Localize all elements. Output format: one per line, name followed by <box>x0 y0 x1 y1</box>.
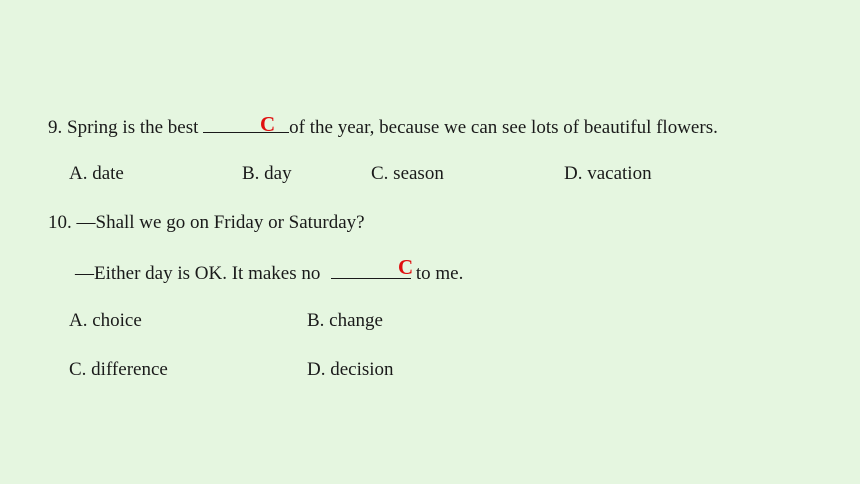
question-9 <box>48 114 718 140</box>
question-9-answer: C <box>260 112 276 136</box>
question-10-option-c: C. difference <box>69 359 168 380</box>
question-10-option-d: D. decision <box>307 359 394 380</box>
question-10-option-b: B. change <box>307 310 383 331</box>
question-10-option-a: A. choice <box>69 310 142 331</box>
question-10: 10. —Shall we go on Friday or Saturday? <box>48 212 365 233</box>
question-9-option-b: B. day <box>242 163 292 184</box>
question-9-prefix: 9. Spring is the best <box>48 117 204 138</box>
question-9-suffix: of the year, because we can see lots of beautiful flowers. <box>289 117 718 138</box>
question-9-option-d: D. vacation <box>564 163 652 184</box>
question-10-reply-prefix: —Either day is OK. It makes no <box>75 263 326 284</box>
question-9-option-a: A. date <box>69 163 124 184</box>
question-10-answer: C <box>398 255 414 279</box>
question-10-reply-suffix: to me. <box>411 263 464 284</box>
question-9-option-c: C. season <box>371 163 444 184</box>
question-9-blank <box>203 112 289 136</box>
